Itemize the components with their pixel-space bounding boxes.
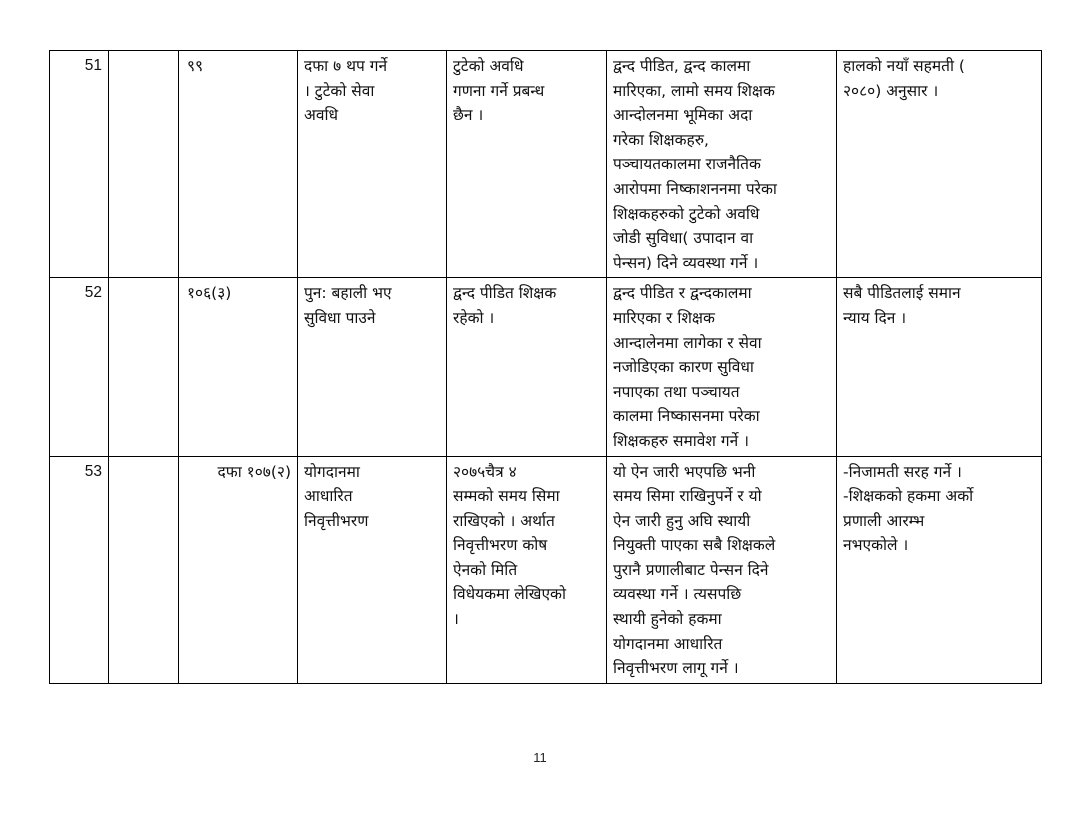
table-row: [50, 278, 1042, 456]
topic-cell: पुन: बहाली भए सुविधा पाउने: [298, 278, 447, 456]
topic-cell: दफा ७ थप गर्ने । टुटेको सेवा अवधि: [298, 51, 447, 278]
proposal-cell: यो ऐन जारी भएपछि भनी समय सिमा राखिनुपर्ने र यो ऐन जारी हुनु अघि स्थायी नियुक्ती पाएका सबै शिक्षकले पुरानै प्रणालीबाट पेन्सन दिने व्यवस्था गर्ने । त्यसपछि स्थायी हुनेको हकमा योगदानमा आधारित निवृत्तीभरण लागू गर्ने ।: [607, 456, 837, 683]
row-number: 51: [50, 51, 109, 278]
row-number: 53: [50, 456, 109, 683]
proposal-cell: द्वन्द पीडित, द्वन्द कालमा मारिएका, लामो समय शिक्षक आन्दोलनमा भूमिका अदा गरेका शिक्षकहरु, पञ्चायतकालमा राजनैतिक आरोपमा निष्काशननमा परेका शिक्षकहरुको टुटेको अवधि जोडी सुविधा( उपादान वा पेन्सन) दिने व्यवस्था गर्ने ।: [607, 51, 837, 278]
blank-cell: [109, 51, 179, 278]
section-reference: १०६(३): [179, 278, 298, 456]
page-number: 11: [533, 750, 547, 765]
blank-cell: [109, 456, 179, 683]
current-provision-cell: २०७५चैत्र ४ सम्मको समय सिमा राखिएको । अर्थात निवृत्तीभरण कोष ऐनको मिति विधेयकमा लेखिएको ।: [447, 456, 607, 683]
blank-cell: [109, 278, 179, 456]
proposal-cell: द्वन्द पीडित र द्वन्दकालमा मारिएका र शिक्षक आन्दालेनमा लागेका र सेवा नजोडिएका कारण सुविधा नपाएका तथा पञ्चायत कालमा निष्कासनमा परेका शिक्षकहरु समावेश गर्ने ।: [607, 278, 837, 456]
table-row: [50, 456, 1042, 683]
reason-cell: सबै पीडितलाई समान न्याय दिन ।: [837, 278, 1042, 456]
current-provision-cell: द्वन्द पीडित शिक्षक रहेको ।: [447, 278, 607, 456]
section-reference: दफा १०७(२): [179, 456, 298, 683]
reason-cell: हालको नयाँ सहमती ( २०८०) अनुसार ।: [837, 51, 1042, 278]
table-row: [50, 51, 1042, 278]
topic-cell: योगदानमा आधारित निवृत्तीभरण: [298, 456, 447, 683]
current-provision-cell: टुटेको अवधि गणना गर्ने प्रबन्ध छैन ।: [447, 51, 607, 278]
row-number: 52: [50, 278, 109, 456]
reason-cell: -निजामती सरह गर्ने । -शिक्षकको हकमा अर्को प्रणाली आरम्भ नभएकोले ।: [837, 456, 1042, 683]
section-reference: ९९: [179, 51, 298, 278]
amendment-table: [49, 50, 1042, 684]
